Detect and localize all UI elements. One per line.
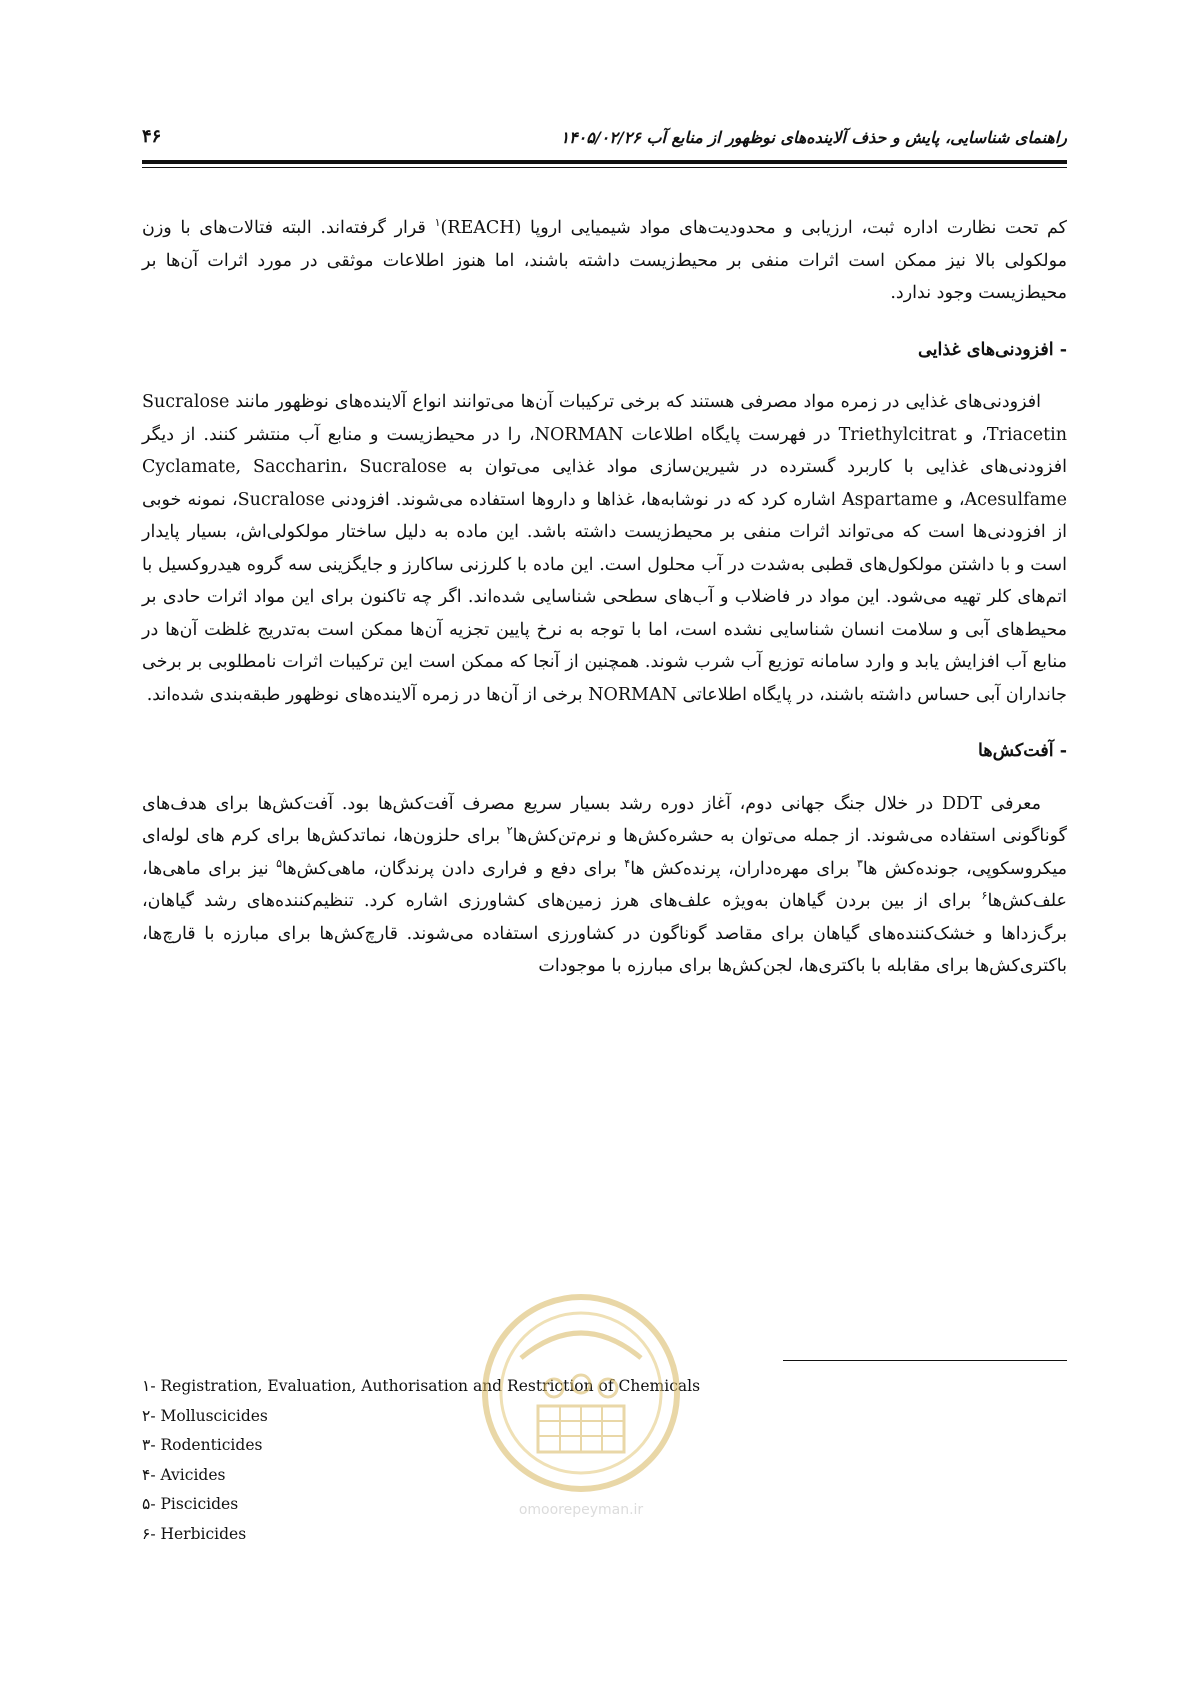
seal-icon <box>476 1288 686 1498</box>
footnote-1: ۱- Registration, Evaluation, Authorisation and Restriction of Chemicals <box>142 1377 701 1395</box>
watermark-logo <box>476 1288 686 1548</box>
watermark-text: omoorepeyman.ir <box>518 1502 644 1518</box>
footnote-ref-1: ۱ <box>434 216 441 230</box>
header-rule-thin <box>142 167 1067 168</box>
footnote-ref-2: ۲ <box>506 824 513 838</box>
footnote-separator <box>783 1360 1067 1361</box>
footnote-2: ۲- Molluscicides <box>142 1406 268 1425</box>
running-title: راهنمای شناسایی، پایش و حذف آلاینده‌های نوظهور از منابع آب ۱۴۰۵/۰۲/۲۶ <box>560 128 1067 147</box>
body-text <box>142 212 1067 983</box>
footnote-6: ۶- Herbicides <box>142 1524 247 1543</box>
heading-food-additives: - افزودنی‌های غذایی <box>918 339 1067 360</box>
header-rule-thick <box>142 160 1067 164</box>
footnote-3: ۳- Rodenticides <box>142 1436 263 1454</box>
footnote-5: ۵- Piscicides <box>142 1495 239 1513</box>
page-number: ۴۶ <box>142 126 162 147</box>
paragraph-phthalates: کم تحت نظارت اداره ثبت، ارزیابی و محدودیت‌های مواد شیمیایی اروپا (REACH)$^۱$ قرار گرفته‌اند. البته فتالات‌های با وزن مولکولی بالا نیز ممکن است اثرات منفی بر محیط‌زیست داشته باشند، اما هنوز اطلاعات موثقی در مورد اثرات آن‌ها بر محیط‌زیست وجود ندارد. <box>142 216 1067 303</box>
footnote-ref-6: ۶ <box>981 889 988 903</box>
paragraph-food-additives: افزودنی‌های غذایی در زمره مواد مصرفی هستند که برخی ترکیبات آن‌ها می‌توانند انواع آلاینده‌های نوظهور مانند Sucralose ،Triacetin و Triethylcitrat در فهرست پایگاه اطلاعات NORMAN، را در محیط‌زیست و منابع آب منتشر کنند. از دیگر افزودنی‌های غذایی با کاربرد گسترده در شیرین‌سازی مواد غذایی می‌توان به Cyclamate, Saccharin، Sucralose ،Acesulfame و Aspartame اشاره کرد که در نوشابه‌ها، غذاها و داروها استفاده می‌شوند. افزودنی Sucralose، نمونه خوبی از افزودنی‌ها است که می‌تواند اثرات منفی بر محیط‌زیست داشته باشد. این ماده به دلیل ساختار مولکولی‌اش، بسیار پایدار است و با داشتن مولکول‌های قطبی به‌شدت در آب محلول است. این ماده با کلرزنی ساکارز و جایگزینی سه گروه هیدروکسیل با اتم‌های کلر تهیه می‌شود. این مواد در فاضلاب و آب‌های سطحی شناسایی شده‌اند. اگر چه تاکنون برای این مواد اثرات حادی بر محیط‌های آبی و سلامت انسان شناسایی نشده است، اما با توجه به نرخ پایین تجزیه آن‌ها ممکن است به‌تدریج غلظت آن‌ها در منابع آب افزایش یابد و وارد سامانه توزیع آب شرب شوند. همچنین از آنجا که ممکن است این ترکیبات اثرات نامطلوبی بر برخی جانداران آبی حساس داشته باشند، در پایگاه اطلاعاتی NORMAN برخی از آن‌ها در زمره آلاینده‌های نوظهور طبقه‌بندی شده‌اند. <box>142 392 1068 705</box>
footnote-4: ۴- Avicides <box>142 1465 226 1484</box>
page-header <box>142 126 1067 172</box>
footnote-ref-3: ۳ <box>856 856 863 870</box>
heading-pesticides: - آفت‌کش‌ها <box>978 741 1067 761</box>
paragraph-pesticides: معرفی DDT در خلال جنگ جهانی دوم، آغاز دوره رشد بسیار سریع مصرف آفت‌کش‌ها بود. آفت‌کش‌ها برای هدف‌های گوناگونی استفاده می‌شوند. از جمله می‌توان به حشره‌کش‌ها و نرم‌تن‌کش‌ها$^۲$ برای حلزون‌ها، نماتدکش‌ها برای کرم های لوله‌ای میکروسکوپی، جونده‌کش ها$^۳$ برای مهره‌داران، پرنده‌کش ها$^۴$ برای دفع و فراری دادن پرندگان، ماهی‌کش‌ها$^۵$ نیز برای ماهی‌ها، علف‌کش‌ها$^۶$ برای از بین بردن گیاهان به‌ویژه علف‌های هرز زمین‌های کشاورزی اشاره کرد. تنظیم‌کننده‌های رشد گیاهان، برگ‌زداها و خشک‌کننده‌های گیاهان برای مقاصد گوناگون در کشاورزی استفاده می‌شوند. قارچ‌کش‌ها برای مبارزه با قارچ‌ها، باکتری‌کش‌ها برای مقابله با باکتری‌ها، لجن‌کش‌ها برای مبارزه با موجودات <box>142 793 1068 976</box>
footnote-ref-5: ۵ <box>276 856 283 870</box>
footnote-ref-4: ۴ <box>624 856 631 870</box>
